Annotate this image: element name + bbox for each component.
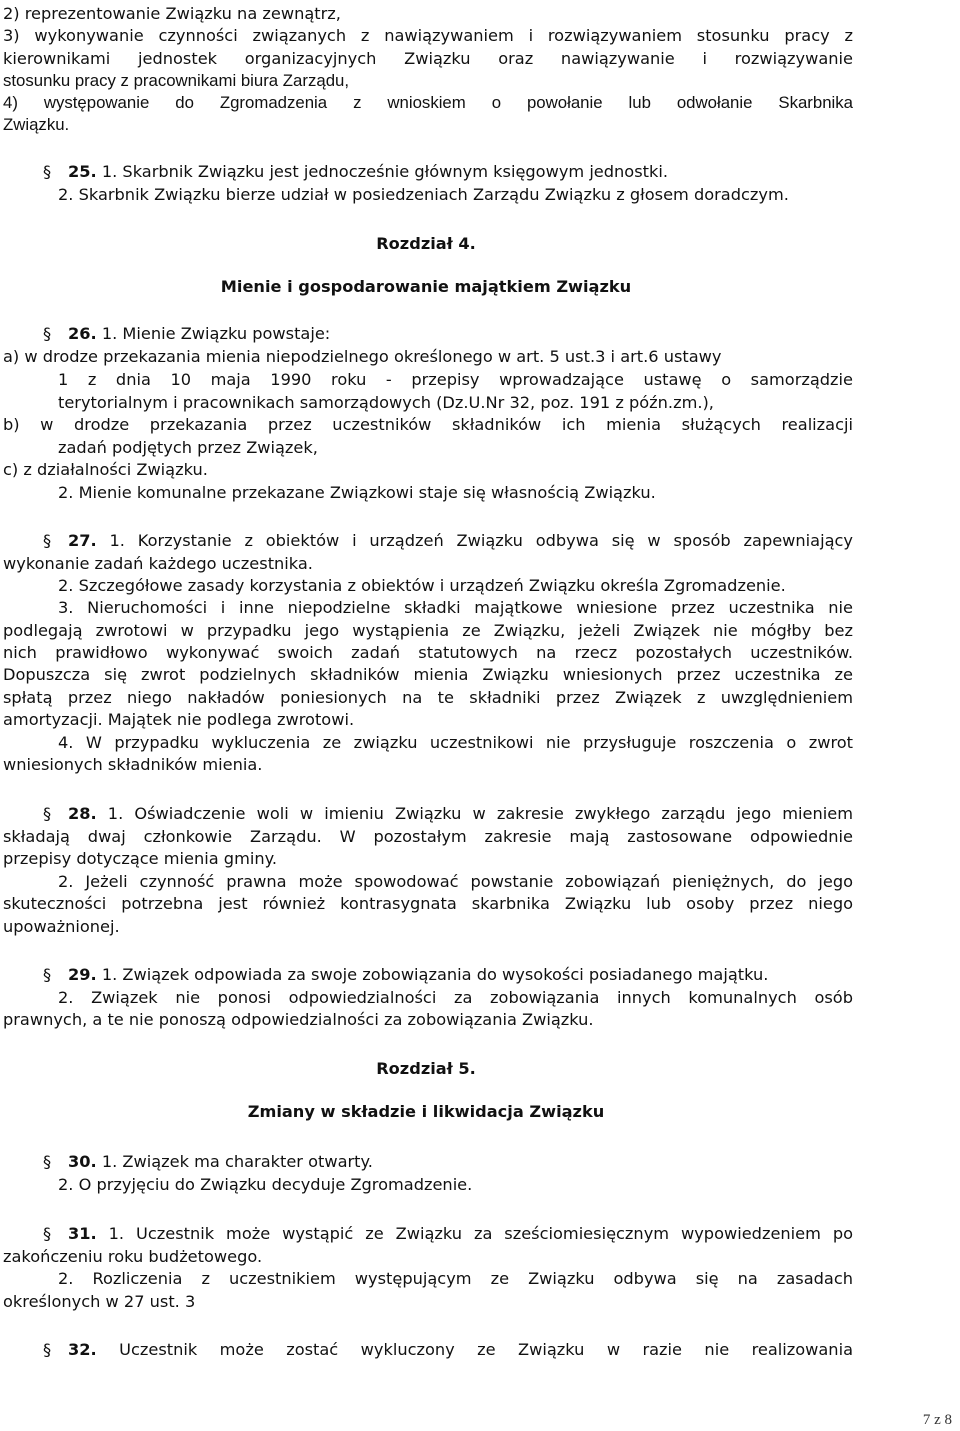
document-line: prawnych, a te nie ponoszą odpowiedzialności za zobowiązania Związku. [3, 1010, 594, 1029]
paragraph-heading-line [43, 803, 853, 826]
document-line: składają dwaj członkowie Zarządu. W pozostałym zakresie mają zastosowane odpowiednie [3, 827, 853, 846]
document-line: 2. O przyjęciu do Związku decyduje Zgromadzenie. [58, 1175, 473, 1194]
section-sign-icon: § [43, 162, 52, 181]
document-line: 2. Mienie komunalne przekazane Związkowi staje się własnością Związku. [58, 483, 656, 502]
document-line: zakończeniu roku budżetowego. [3, 1247, 263, 1266]
document-line: nich prawidłowo wykonywać swoich zadań statutowych na rzecz pozostałych uczestników. [3, 643, 853, 662]
document-line: podlegają zwrotowi w przypadku jego wystąpienia ze Związku, jeżeli Związek nie mógłby bez [3, 621, 853, 640]
paragraph-number: 28. [68, 804, 97, 823]
paragraph-heading-line [43, 1223, 853, 1246]
paragraph-heading-line [43, 964, 853, 987]
document-line: c) z działalności Związku. [3, 460, 208, 479]
paragraph-text: 1. Związek odpowiada za swoje zobowiązania do wysokości posiadanego majątku. [96, 965, 769, 984]
paragraph-heading-line [43, 323, 853, 346]
document-line: 2. Jeżeli czynność prawna może spowodować powstanie zobowiązań pieniężnych, do jego [58, 872, 853, 891]
paragraph-text: 1. Związek ma charakter otwarty. [96, 1152, 373, 1171]
paragraph-text: 1. Oświadczenie woli w imieniu Związku w zakresie zwykłego zarządu jego mieniem [96, 804, 853, 823]
document-line: określonych w 27 ust. 3 [3, 1292, 196, 1311]
paragraph-text: 1. Korzystanie z obiektów i urządzeń Związku odbywa się w sposób zapewniający [96, 531, 853, 550]
document-line: 2. Rozliczenia z uczestnikiem występującym ze Związku odbywa się na zasadach [58, 1269, 853, 1288]
paragraph-heading-line [43, 530, 853, 553]
document-line: a) w drodze przekazania mienia niepodzielnego określonego w art. 5 ust.3 i art.6 ustawy [3, 347, 722, 366]
document-line: Dopuszcza się zwrot podzielnych składników mienia Związku wniesionych przez uczestnika ze [3, 665, 853, 684]
document-line: 2. Związek nie ponosi odpowiedzialności za zobowiązania innych komunalnych osób [58, 988, 853, 1007]
document-line: Rozdział 5. [376, 1059, 476, 1078]
paragraph-text: 1. Mienie Związku powstaje: [96, 324, 331, 343]
paragraph-text: 1. Uczestnik może wystąpić ze Związku za sześciomiesięcznym wypowiedzeniem po [96, 1224, 853, 1243]
paragraph-number: 31. [68, 1224, 97, 1243]
paragraph-number: 29. [68, 965, 97, 984]
paragraph-number: 30. [68, 1152, 97, 1171]
paragraph-text: 1. Skarbnik Związku jest jednocześnie głównym księgowym jednostki. [96, 162, 669, 181]
document-line: skuteczności potrzebna jest również kontrasygnata skarbnika Związku lub osoby przez niego [3, 894, 853, 913]
document-line: wykonanie zadań każdego uczestnika. [3, 554, 313, 573]
paragraph-number: 27. [68, 531, 97, 550]
document-line: Mienie i gospodarowanie majątkiem Związku [220, 277, 632, 296]
document-line: 2. Skarbnik Związku bierze udział w posiedzeniach Zarządu Związku z głosem doradczym. [58, 185, 789, 204]
page-number: 7 z 8 [922, 1412, 952, 1428]
paragraph-number: 25. [68, 162, 97, 181]
document-line: 2) reprezentowanie Związku na zewnątrz, [3, 4, 341, 23]
document-line: zadań podjętych przez Związek, [58, 438, 318, 457]
document-line: 4. W przypadku wykluczenia ze związku uczestnikowi nie przysługuje roszczenia o zwrot [58, 733, 853, 752]
document-line: 3. Nieruchomości i inne niepodzielne składki majątkowe wniesione przez uczestnika nie [58, 598, 853, 617]
document-line: 3) wykonywanie czynności związanych z nawiązywaniem i rozwiązywaniem stosunku pracy z [3, 26, 853, 45]
paragraph-heading-line [43, 1339, 853, 1362]
section-sign-icon: § [43, 1340, 52, 1359]
paragraph-number: 26. [68, 324, 97, 343]
section-sign-icon: § [43, 1224, 52, 1243]
paragraph-number: 32. [68, 1340, 97, 1359]
section-sign-icon: § [43, 965, 52, 984]
document-line: spłatą przez niego nakładów poniesionych na te składniki przez Związek z uwzględnieniem [3, 688, 853, 707]
document-line: Zmiany w składzie i likwidacja Związku [247, 1102, 605, 1121]
paragraph-heading-line [43, 1151, 853, 1174]
paragraph-text: Uczestnik może zostać wykluczony ze Związku w razie nie realizowania [96, 1340, 853, 1359]
document-line: Związku. [3, 115, 70, 134]
section-sign-icon: § [43, 531, 52, 550]
document-line: 1 z dnia 10 maja 1990 roku - przepisy wprowadzające ustawę o samorządzie [58, 370, 853, 389]
document-line: wniesionych składników mienia. [3, 755, 263, 774]
section-sign-icon: § [43, 324, 52, 343]
document-line: b) w drodze przekazania przez uczestników składników ich mienia służących realizacji [3, 415, 853, 434]
document-line: 4) występowanie do Zgromadzenia z wnioskiem o powołanie lub odwołanie Skarbnika [3, 93, 853, 112]
document-line: 2. Szczegółowe zasady korzystania z obiektów i urządzeń Związku określa Zgromadzenie. [58, 576, 786, 595]
section-sign-icon: § [43, 1152, 52, 1171]
document-line: terytorialnym i pracownikach samorządowych (Dz.U.Nr 32, poz. 191 z późn.zm.), [58, 393, 714, 412]
document-line: upoważnionej. [3, 917, 120, 936]
document-line: kierownikami jednostek organizacyjnych Związku oraz nawiązywanie i rozwiązywanie [3, 49, 853, 68]
document-line: Rozdział 4. [376, 234, 476, 253]
section-sign-icon: § [43, 804, 52, 823]
paragraph-heading-line [43, 161, 853, 184]
document-line: amortyzacji. Majątek nie podlega zwrotowi. [3, 710, 355, 729]
document-line: przepisy dotyczące mienia gminy. [3, 849, 278, 868]
document-line: stosunku pracy z pracownikami biura Zarządu, [3, 71, 350, 90]
